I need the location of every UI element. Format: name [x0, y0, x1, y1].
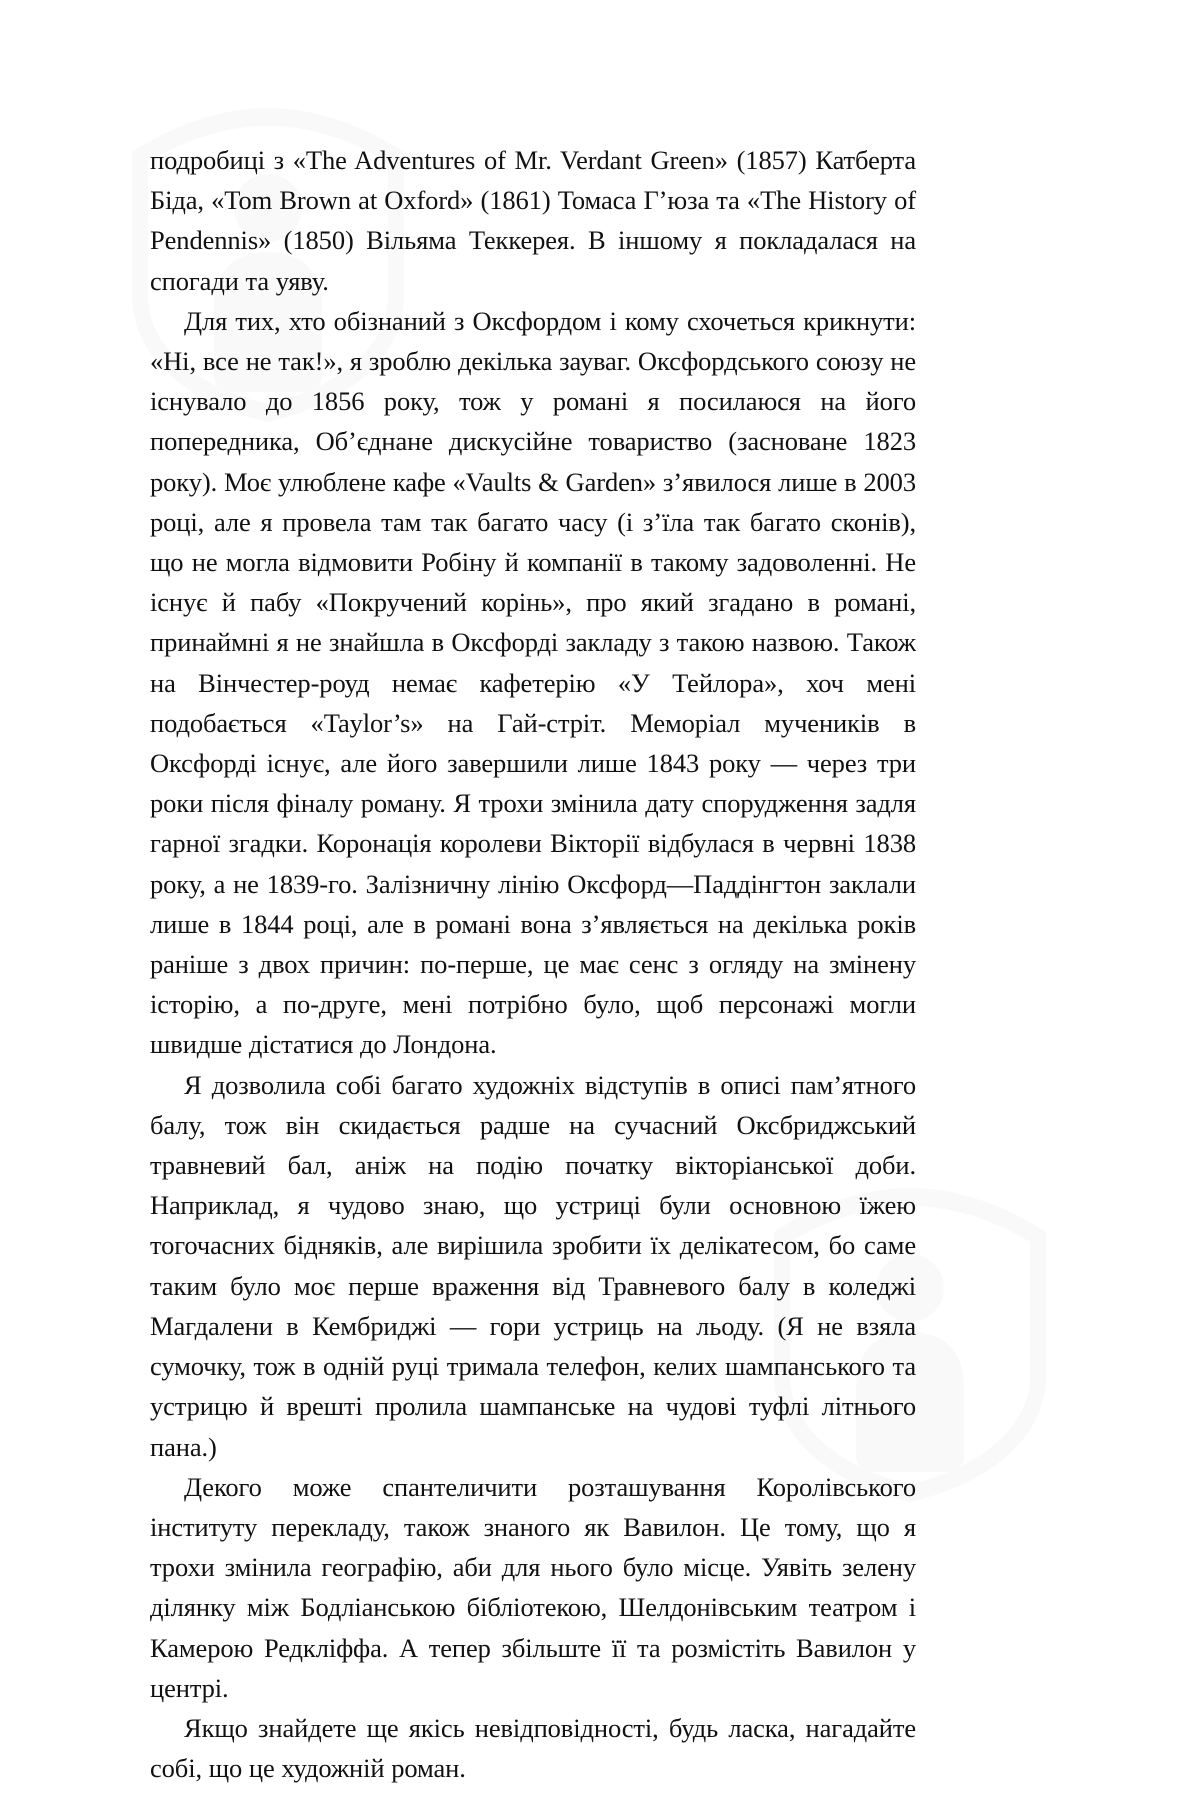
page-text-block	[150, 140, 916, 1788]
paragraph: Для тих, хто обізнаний з Оксфордом і кому схочеться крикнути: «Ні, все не так!», я зроблю декілька зауваг. Оксфордського союзу не існувало до 1856 року, тож у романі я посилаюся на його попередника, Об’єднане дискусійне товариство (засноване 1823 року). Моє улюблене кафе «Vaults & Garden» з’явилося лише в 2003 році, але я провела там так багато часу (і з’їла так багато сконів), що не могла відмовити Робіну й компанії в такому задоволенні. Не існує й пабу «Покручений корінь», про який згадано в романі, принаймні я не знайшла в Оксфорді закладу з такою назвою. Також на Вінчестер-роуд немає кафетерію «У Тейлора», хоч мені подобається «Taylor’s» на Гай-стріт. Меморіал мучеників в Оксфорді існує, але його завершили лише 1843 року — через три роки після фіналу роману. Я трохи змінила дату спорудження задля гарної згадки. Коронація королеви Вікторії відбулася в червні 1838 року, а не 1839-го. Залізничну лінію Оксфорд—Паддінгтон заклали лише в 1844 році, але в романі вона з’являється на декілька років раніше з двох причин: по-перше, це має сенс з огляду на змінену історію, а по-друге, мені потрібно було, щоб персонажі могли швидше дістатися до Лондона.	[150, 305, 916, 1060]
paragraph: Я дозволила собі багато художніх відступів в описі пам’ятного балу, тож він скидається радше на сучасний Оксбриджський травневий бал, аніж на подію початку вікторіанської доби. Наприклад, я чудово знаю, що устриці були основною їжею тогочасних бідняків, але вирішила зробити їх делікатесом, бо саме таким було моє перше враження від Травневого балу в коледжі Магдалени в Кембриджі — гори устриць на льоду. (Я не взяла сумочку, тож в одній руці тримала телефон, келих шампанського та устрицю й врешті пролила шампанське на чудові туфлі літнього пана.)	[150, 1069, 916, 1462]
paragraph: Якщо знайдете ще якісь невідповідності, будь ласка, нагадайте собі, що це художній роман.	[150, 1712, 916, 1784]
paragraph: Декого може спантеличити розташування Королівського інституту перекладу, також знаного як Вавилон. Це тому, що я трохи змінила географію, аби для нього було місце. Уявіть зелену ділянку між Бодліанською бібліотекою, Шелдонівським театром і Камерою Редкліффа. А тепер збільште її та розмістіть Вавилон у центрі.	[150, 1471, 916, 1703]
paragraph-continuation: подробиці з «The Adventures of Mr. Verdant Green» (1857) Катберта Біда, «Tom Brown at Oxford» (1861) Томаса Г’юза та «The History of Pendennis» (1850) Вільяма Теккерея. В іншому я покладалася на спогади та уяву.	[150, 145, 916, 296]
